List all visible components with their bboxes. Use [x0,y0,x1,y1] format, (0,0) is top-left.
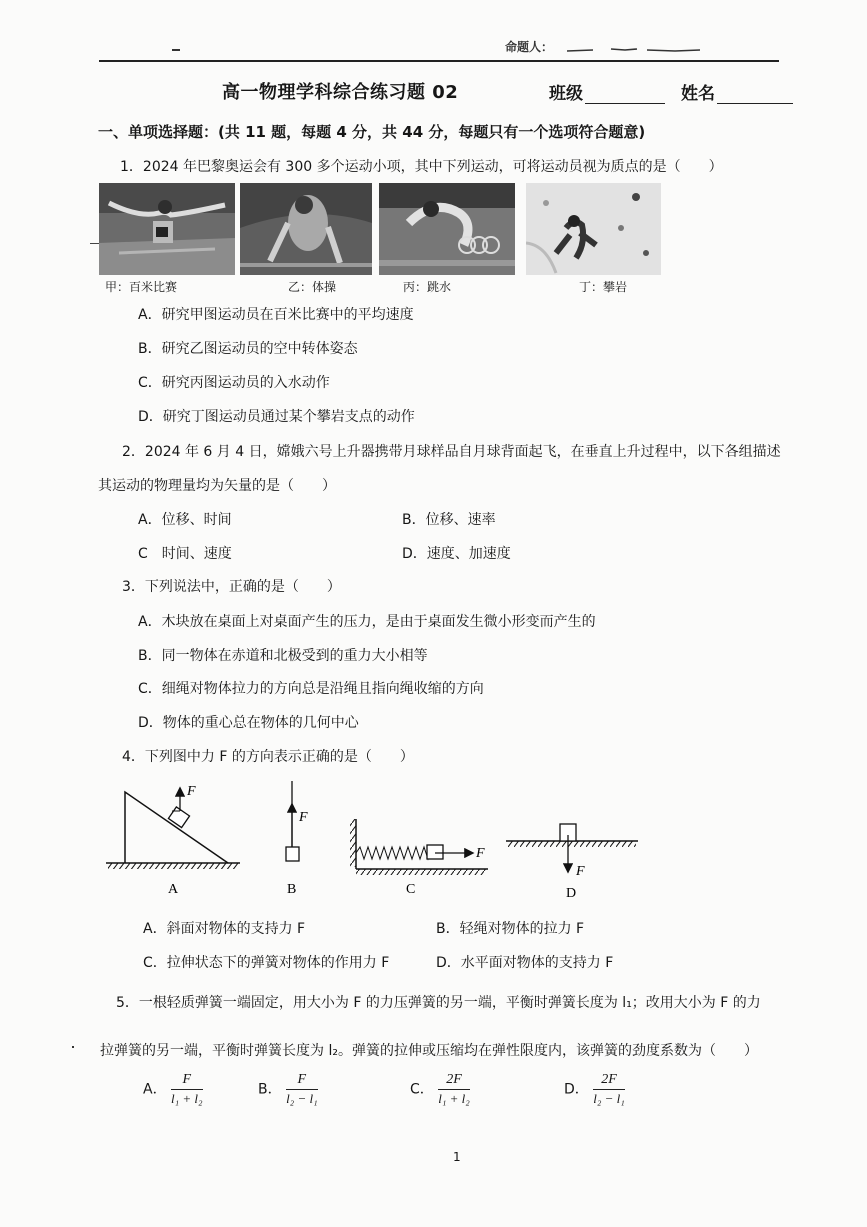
q2-option-a[interactable]: A．位移、时间 [138,512,232,528]
force-diagrams [100,775,660,905]
q5-option-b-fraction [286,1072,318,1107]
q3-stem: 3．下列说法中，正确的是（ ） [122,579,341,595]
q2-option-c[interactable]: C 时间、速度 [138,546,232,562]
q3-option-c[interactable]: C．细绳对物体拉力的方向总是沿绳且指向绳收缩的方向 [138,681,484,697]
q5-option-a-label: A． [143,1081,167,1098]
page-number: 1 [453,1150,461,1164]
q1-option-c[interactable]: C．研究丙图运动员的入水动作 [138,375,330,391]
photo-diving [379,183,515,275]
caption-diving: 丙：跳水 [403,280,452,294]
caption-sprint: 甲：百米比赛 [105,280,178,294]
photo-gymnastics [240,183,372,275]
page-title: 高一物理学科综合练习题 02 [222,82,459,103]
q1-stem: 1．2024 年巴黎奥运会有 300 多个运动小项，其中下列运动，可将运动员视为质点的是（ ） [120,159,723,175]
diagram-a-force-label: F [187,784,196,799]
diagram-c-force-label: F [476,846,485,861]
diagram-label-c: C [406,882,416,897]
q5-option-a-denominator: l₁ + l₂ [171,1091,203,1106]
diagram-label-b: B [287,882,297,897]
q5-option-a-numerator: F [171,1072,203,1090]
q5-option-b-denominator: l₂ − l₁ [286,1091,318,1106]
name-blank [717,87,793,104]
q5-option-d-numerator: 2F [593,1072,625,1090]
q5-option-d-denominator: l₂ − l₁ [593,1091,625,1106]
q4-option-d[interactable]: D．水平面对物体的支持力 F [436,955,614,971]
q5-option-a-fraction [171,1072,203,1107]
q5-option-c-fraction [438,1072,470,1107]
caption-climbing: 丁：攀岩 [579,280,628,294]
header-scribble [565,42,705,50]
q5-option-d[interactable] [564,1072,625,1107]
q4-option-c[interactable]: C．拉伸状态下的弹簧对物体的作用力 F [143,955,390,971]
name-field [681,79,793,104]
q1-option-d[interactable]: D．研究丁图运动员通过某个攀岩支点的动作 [138,409,415,425]
diagram-d-force-label: F [576,864,585,879]
diagram-label-a: A [168,882,179,897]
q3-option-d[interactable]: D．物体的重心总在物体的几何中心 [138,715,359,731]
q5-option-c[interactable] [410,1072,470,1107]
q4-stem: 4．下列图中力 F 的方向表示正确的是（ ） [122,749,414,765]
q5-option-c-label: C． [410,1081,434,1098]
caption-gymnastics: 乙：体操 [288,280,337,294]
class-blank [585,87,665,104]
q1-option-b[interactable]: B．研究乙图运动员的空中转体姿态 [138,341,358,357]
q5-option-b[interactable] [258,1072,318,1107]
q2-stem-line1: 2．2024 年 6 月 4 日，嫦娥六号上升器携带月球样品自月球背面起飞，在垂直上升过程中，以下各组描述 [122,444,781,460]
q3-option-b[interactable]: B．同一物体在赤道和北极受到的重力大小相等 [138,648,428,664]
q2-stem-line2: 其运动的物理量均为矢量的是（ ） [98,478,336,494]
q5-option-b-numerator: F [286,1072,318,1090]
class-label: 班级 [549,84,583,104]
q5-option-a[interactable] [143,1072,203,1107]
q4-option-a[interactable]: A．斜面对物体的支持力 F [143,921,306,937]
q4-option-b[interactable]: B．轻绳对物体的拉力 F [436,921,585,937]
scan-dot [72,1046,74,1048]
setter-label: 命题人： [505,40,554,54]
diagram-c-spring [350,819,488,875]
section-title: 一、单项选择题：(共 11 题，每题 4 分，共 44 分，每题只有一个选项符合题意) [98,123,646,141]
q5-option-c-denominator: l₁ + l₂ [438,1091,470,1106]
scan-mark [90,243,99,244]
diagram-d-surface [506,824,638,879]
diagram-a-incline [106,784,240,869]
diagram-b-force-label: F [299,810,308,825]
q3-option-a[interactable]: A．木块放在桌面上对桌面产生的压力，是由于桌面发生微小形变而产生的 [138,614,596,630]
name-label: 姓名 [681,84,715,104]
q2-option-d[interactable]: D．速度、加速度 [402,546,511,562]
photo-sprint [99,183,235,275]
q5-stem-line2: 拉弹簧的另一端，平衡时弹簧长度为 l₂。弹簧的拉伸或压缩均在弹性限度内，该弹簧的劲度系数为（ ） [100,1043,758,1059]
photo-climbing [526,183,661,275]
q5-option-b-label: B． [258,1081,282,1098]
q2-option-b[interactable]: B．位移、速率 [402,512,496,528]
q1-option-a[interactable]: A．研究甲图运动员在百米比赛中的平均速度 [138,307,414,323]
q5-option-d-label: D． [564,1081,589,1098]
diagram-label-d: D [566,886,577,901]
q5-stem-line1: 5．一根轻质弹簧一端固定，用大小为 F 的力压弹簧的另一端，平衡时弹簧长度为 l₁；改用大小为 F 的力 [116,995,761,1011]
class-field [549,79,665,104]
q5-option-c-numerator: 2F [438,1072,470,1090]
q5-option-d-fraction [593,1072,625,1107]
diagram-b-rope [286,781,308,861]
